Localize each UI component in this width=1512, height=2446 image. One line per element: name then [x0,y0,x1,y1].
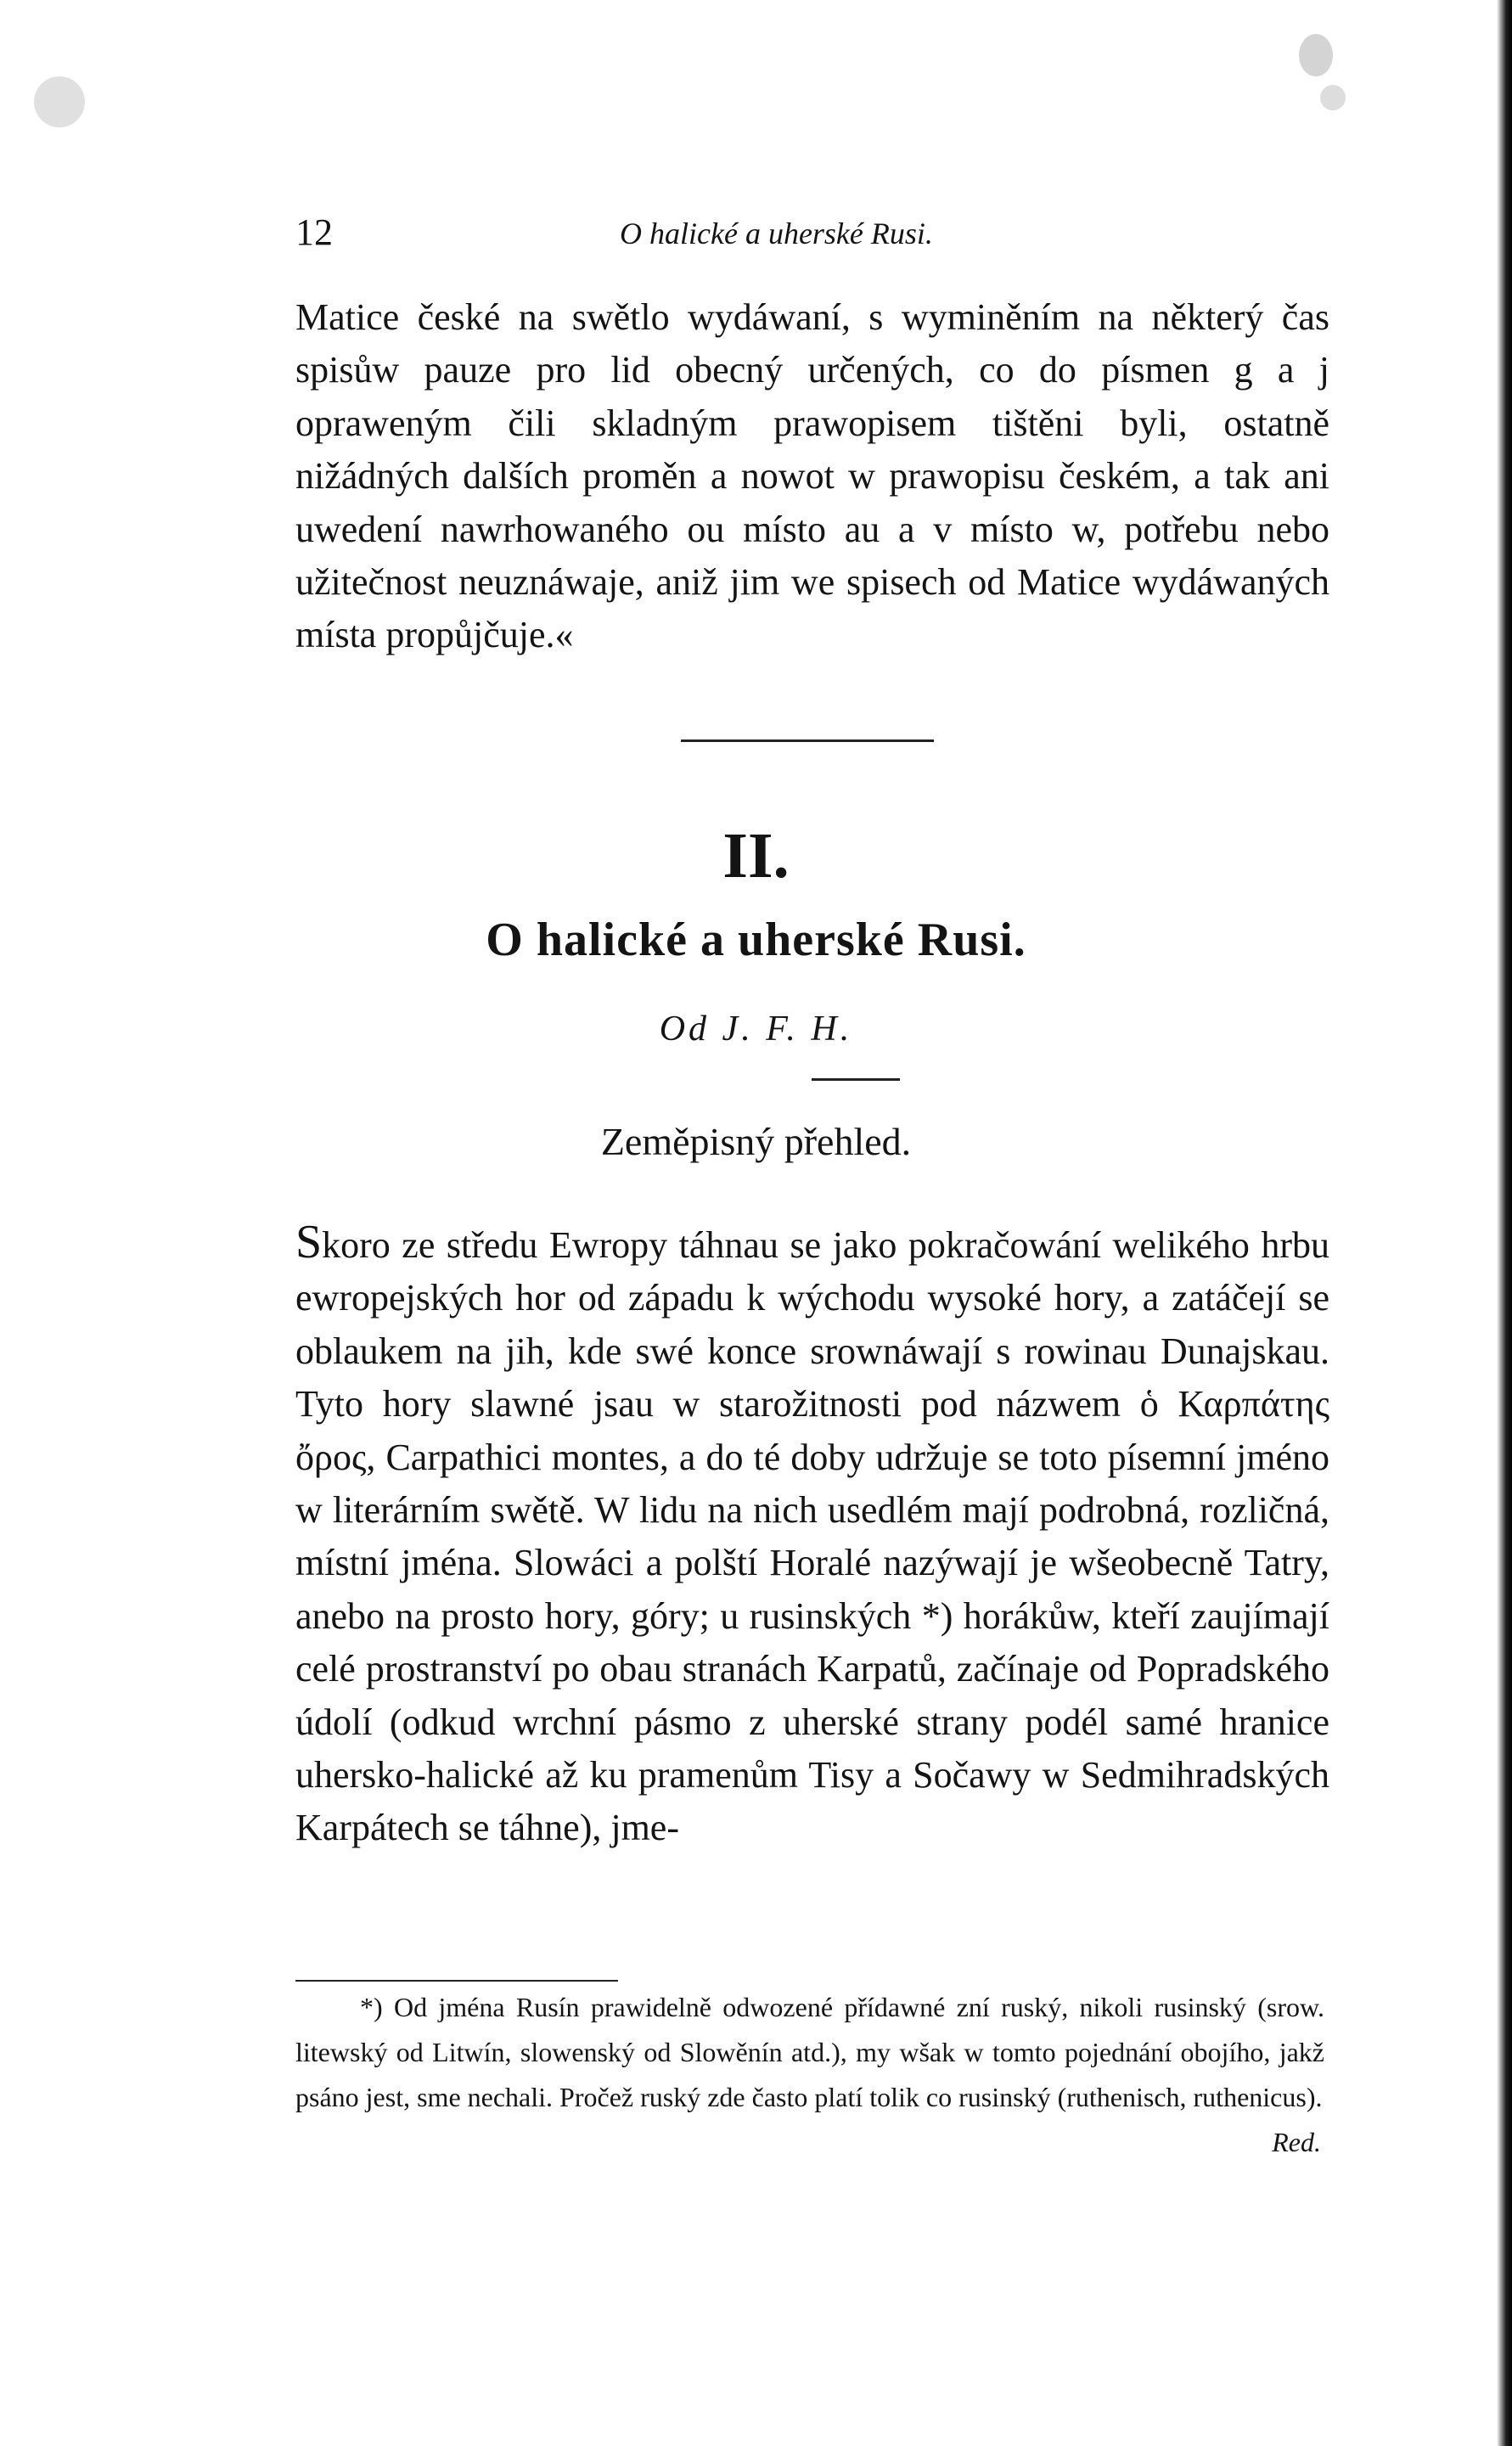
footnote-marker: *) [360,1992,383,2022]
scan-edge [1497,0,1512,2446]
section-title: O halické a uherské Rusi. [486,914,1026,966]
author-line: Od J. F. H. [659,1009,853,1049]
body-paragraph-text: koro ze středu Ewropy táhnau se jako pokračowání welikého hrbu ewropejských hor od západu k wýchodu wysoké hory, a zatáčejí se oblaukem na jih, kde swé konce srownáwají s rowinau Dunajskau. Tyto hory slawné jsau w starožitnosti pod názwem ὁ Καρπάτης ὄρος, Carpathici montes, a do té doby udržuje se toto písemní jméno w literárním swětě. W lidu na nich usedlém mají podrobná, rozličná, místní jména. Slowáci a polští Horalé nazýwají je wšeobecně Tatry, anebo na prosto hory, góry; u rusinských *) horákůw, kteří zaujímají celé prostranství po obau stranách Karpatů, začínaje od Popradského údolí (odkud wrchní pásmo z uherské strany podél samé hranice uhersko-halické až ku pramenům Tisy a Sočawy w Sedmihradských Karpátech se táhne), jme- [295,1224,1329,1849]
footnote-text: Od jména Rusín prawidelně odwozené přídawné zní ruský, nikoli rusinský (srow. litewský od Litwín, slowenský od Slowěnín atd.), my wšak w tomto pojednání obojího, jakž psáno jest, sme nechali. Pročež ruský zde často platí tolik co rusinský (ruthenisch, ruthenicus). [295,1992,1325,2112]
scan-speck [34,76,85,127]
initial-letter: S [295,1216,323,1268]
footnote-signature: Red. [1272,2127,1321,2157]
footnote [295,1985,1324,2165]
subsection-title: Zeměpisný přehled. [600,1120,912,1163]
paragraph-continued: Matice české na swětlo wydáwaní, s wyminěním na některý čas spisůw pauze pro lid obecný určených, co do písmen g a j opraweným čili skladným prawopisem tištěni byli, ostatně nižádných dalších proměn a nowot w prawopisu českém, a tak ani uwedení nawrhowaného ou místo au a v místo w, potřebu nebo užitečnost neuznáwaje, aniž jim we spisech od Matice wydáwaných místa propůjčuje.« [295,296,1329,656]
footnote-divider [295,1980,618,1982]
page-number: 12 [295,211,333,253]
section-number: II. [722,820,790,891]
scan-speck [1299,34,1333,76]
section-divider [681,739,934,742]
scan-speck [1320,85,1346,110]
author-divider [812,1078,900,1081]
body-paragraph [295,1216,1329,1855]
running-head: O halické a uherské Rusi. [620,216,933,250]
page-header [295,211,1340,261]
